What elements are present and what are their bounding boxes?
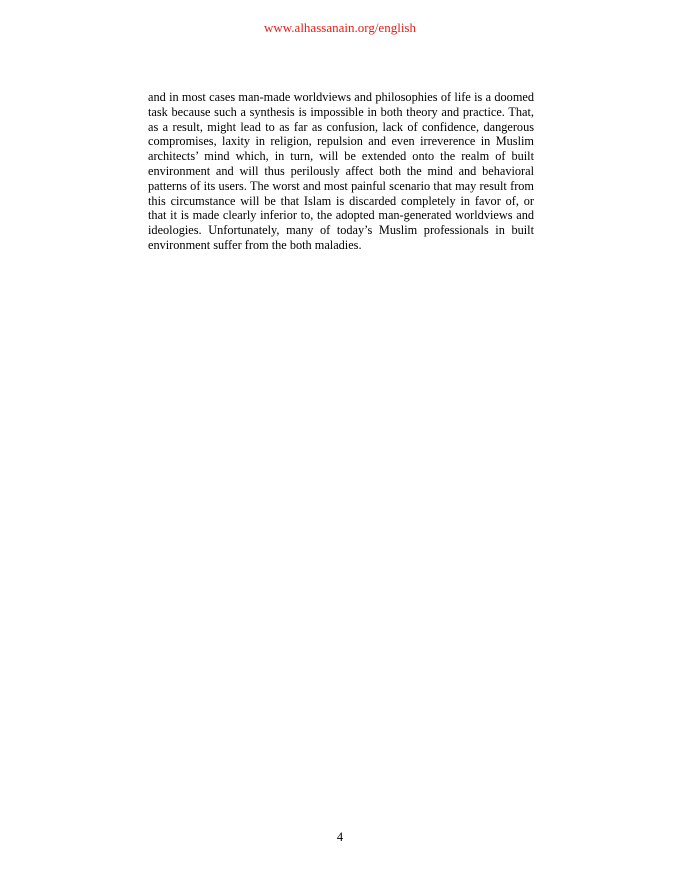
website-link[interactable]: www.alhassanain.org/english [263,20,416,35]
body-paragraph: and in most cases man-made worldviews and philosophies of life is a doomed task because such a synthesis is impossible in both theory and practice. That, as a result, might lead to as far as confusion, lack of confidence, dangerous compromises, laxity in religion, repulsion and even irreverence in Muslim architects’ mind which, in turn, will be extended onto the realm of built environment and will thus perilously affect both the mind and behavioral patterns of its users. The worst and most painful scenario that may result from this circumstance will be that Islam is discarded completely in favor of, or that it is made clearly inferior to, the adopted man-generated worldviews and ideologies. Unfortunately, many of today’s Muslim professionals in built environment suffer from the both maladies. [148,90,534,252]
page-number: 4 [336,830,344,844]
